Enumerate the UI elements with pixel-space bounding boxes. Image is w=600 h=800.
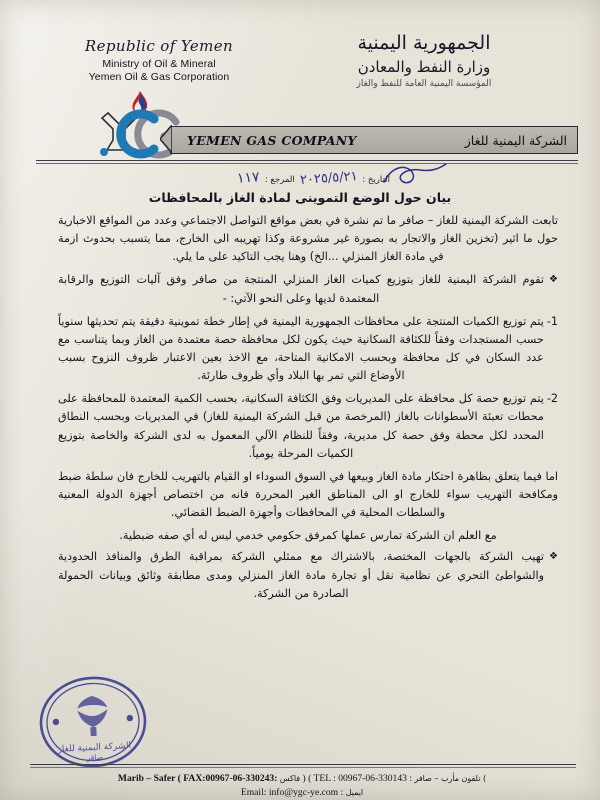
company-banner <box>170 126 578 154</box>
footer-divider-bottom <box>30 767 576 768</box>
date-reference-inner <box>237 170 390 186</box>
footer-tel-en: ) ( TEL : 00967-06-330143 : <box>302 773 413 784</box>
document-body <box>58 212 558 608</box>
bullet-item-1-text: تقوم الشركة اليمنية للغاز بتوزيع كميات الغاز المنزلي المنتجة من صافر وفق آليات التوزيع والرقابة المعتمدة لديها وعلى النحو الآتي: - <box>58 273 545 305</box>
footer-tel-label-ar: تلفون <box>461 774 481 783</box>
footer-email-label-ar: ايميل <box>345 787 364 797</box>
company-name-ar: الشركة اليمنية للغاز <box>464 132 567 148</box>
bullet-marker-icon-2: ❖ <box>549 551 558 563</box>
numbered-item-2-text: يتم توزيع حصة كل محافظة على المديريات وفق الكثافة السكانية، بحسب الكمية المعتمدة للمحافظة على محطات تعبئة الأسطوانات بالغاز (المرخصة من قبل الشركة اليمنية للغاز) في المديريات وبحسب النطاق المحدد لكل محطة وفق حصة كل مديرية، وفقاً للنظام الآلي المعمول به لدى الشركة والخاصة بتوزيع الكميات المرحلة يومياً. <box>58 392 544 460</box>
numbered-item-1-text: يتم توزيع الكميات المنتجة على محافظات الجمهورية اليمنية في إطار خطة تموينية دقيقة يتم تحديثها سنوياً حسب المستجدات وفقاً للكثافة السكانية حيث يكون لكل محافظة حصة معتمدة من الغاز وبما يتناسب مع عدد السكان في كل محافظة وبحسب الامكانية المتاحة، مع الاخذ بعين الاعتبار ظروف النزوح بسبب الأوضاع التي تمر بها البلاد وأي ظروف طارئة. <box>58 314 544 383</box>
document-footer <box>24 772 580 800</box>
bullet-marker-icon: ❖ <box>549 274 558 286</box>
official-company-stamp <box>31 669 154 775</box>
header-english-block <box>34 38 284 85</box>
date-value-handwritten: ٢٠٢٥/٥/٢١ <box>299 169 358 188</box>
footer-address-tel-en: Marib – Safer ( FAX:00967-06-330243: <box>117 773 278 784</box>
paragraph-smuggling: اما فيما يتعلق بظاهرة احتكار مادة الغاز وبيعها في السوق السوداء او القيام بالتهريب للخارج فان سلطة ضبط ومكافحة التهريب سواء للخارج او الى المناطق الغير المحررة فانه من اختصاص أجهزة الدولة المعنية والسلطات المحلية في المحافظات وأجهزة الضبط القضائي. <box>58 469 558 520</box>
footer-fax-label-ar: فاكس <box>279 774 301 783</box>
header-divider-bottom <box>36 163 578 164</box>
date-label: التاريخ : <box>362 175 390 185</box>
header-divider-top <box>36 160 578 161</box>
reference-value-handwritten: ١١٧ <box>236 169 261 187</box>
ministry-ar: وزارة النفط والمعادن <box>357 57 491 76</box>
numbered-item-1-marker: 1- <box>546 314 558 328</box>
svg-text:صافر: صافر <box>86 752 104 763</box>
company-name-en: YEMEN GAS COMPANY <box>187 132 357 148</box>
stamp-text: الشركة اليمنية للغاز <box>57 741 132 755</box>
ministry-en-line1: Ministry of Oil & Mineral <box>102 57 216 70</box>
document-header <box>0 0 600 160</box>
signature-scribble <box>380 162 450 188</box>
footer-email: Email: info@ygc-ye.com : <box>240 786 344 798</box>
date-reference-row <box>0 170 600 192</box>
ministry-en-line2: Yemen Oil & Gas Corporation <box>88 71 230 84</box>
bullet-item-2-text: تهيب الشركة بالجهات المختصة، بالاشتراك مع ممثلي الشركة بمراقبة الطرق والمنافذ الحدودية والشواطئ التحري عن نظامية نقل أو تجارة مادة الغاز المنزلي ومدى مطابقة وثائق وبيانات الحمولة الصادرة من الشركة. <box>58 550 545 600</box>
ministry-en <box>34 58 284 86</box>
reference-label: المرجع : <box>264 175 295 185</box>
numbered-item-2-marker: 2- <box>546 392 558 406</box>
bullet-item-2 <box>58 548 558 602</box>
republic-of-yemen-en: Republic of Yemen <box>84 37 234 55</box>
republic-of-yemen-ar: الجمهورية اليمنية <box>357 32 491 54</box>
corporation-ar: المؤسسة اليمنية العامة للنفط والغاز <box>356 79 492 89</box>
page-title: بيان حول الوضع التموينى لمادة الغاز بالمحافظات <box>148 190 452 205</box>
numbered-item-1 <box>58 313 558 386</box>
paragraph-service-note: مع العلم ان الشركة تمارس عملها كمرفق حكومي خدمي ليس له أي صفه ضبطية. <box>119 529 497 543</box>
lead-paragraph: تابعت الشركة اليمنية للغاز – صافر ما تم نشرة في بعض مواقع التواصل الاجتماعي وعدد من المواقع الاخبارية حول ما اثير (تخزين الغاز والاتجار به بصورة غير مشروعة وكذا تهريبه الى الخارج، مما يتسبب بحدوث ازمة في مادة الغاز المنزلي ...الخ) وهنا يجب التاكيد على ما يلي. <box>58 214 558 264</box>
footer-contact-line <box>24 772 580 786</box>
numbered-item-2 <box>58 390 558 463</box>
footer-divider-top <box>30 764 576 765</box>
header-arabic-block <box>274 32 574 91</box>
banner-notch-icon <box>160 125 172 153</box>
bullet-item-1 <box>58 271 558 307</box>
footer-city-ar: مأرب – صافر ( <box>414 774 487 783</box>
footer-email-line <box>24 786 580 800</box>
